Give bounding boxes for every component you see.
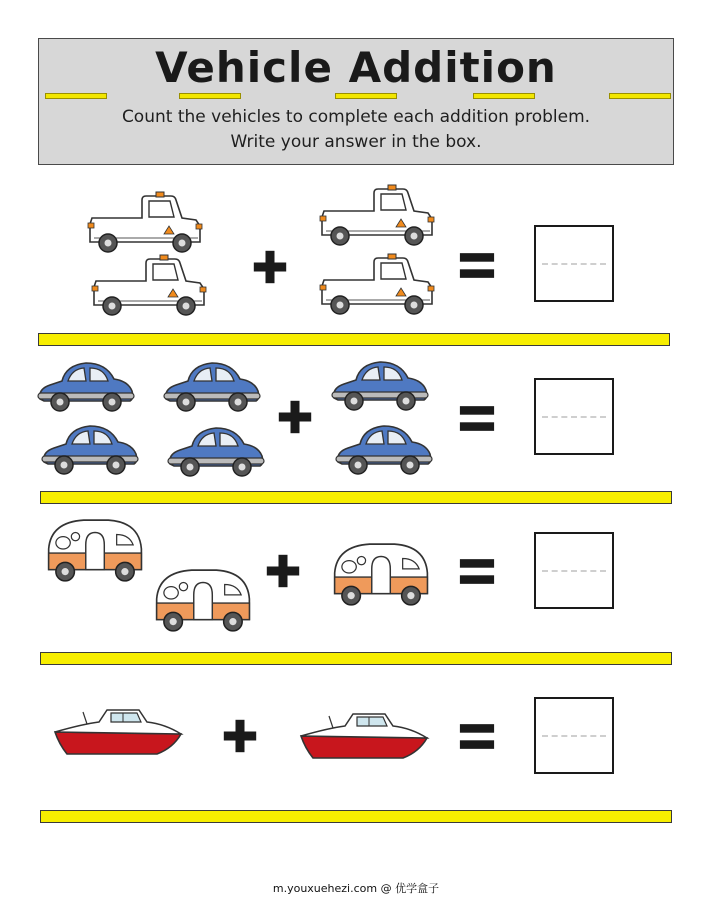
road-stripe — [40, 491, 672, 504]
equals-icon — [458, 251, 496, 280]
blue-car-icon — [330, 354, 430, 414]
pickup-truck-icon — [318, 183, 438, 247]
camper-trailer-icon — [328, 540, 432, 608]
header-panel — [38, 38, 674, 165]
instruction-line-2: Write your answer in the box. — [230, 132, 482, 152]
blue-car-icon — [162, 355, 262, 415]
page-title: Vehicle Addition — [155, 43, 557, 92]
camper-trailer-icon — [150, 566, 254, 634]
equals-icon — [458, 722, 496, 751]
pickup-truck-icon — [90, 253, 210, 317]
road-dash — [179, 93, 241, 99]
plus-icon — [277, 399, 313, 435]
blue-car-icon — [166, 420, 266, 480]
blue-car-icon — [334, 418, 434, 478]
blue-car-icon — [36, 355, 136, 415]
road-dash — [609, 93, 671, 99]
road-dash — [335, 93, 397, 99]
road-dash — [473, 93, 535, 99]
plus-icon — [265, 553, 301, 589]
answer-box[interactable] — [534, 225, 614, 302]
answer-box[interactable] — [534, 532, 614, 609]
pickup-truck-icon — [318, 252, 438, 316]
road-stripe — [40, 652, 672, 665]
plus-icon — [222, 718, 258, 754]
pickup-truck-icon — [86, 190, 206, 254]
boat-icon — [52, 704, 186, 760]
blue-car-icon — [40, 418, 140, 478]
answer-box[interactable] — [534, 697, 614, 774]
road-dash — [45, 93, 107, 99]
boat-icon — [298, 708, 432, 764]
road-stripe — [38, 333, 670, 346]
equals-icon — [458, 557, 496, 586]
road-stripe — [40, 810, 672, 823]
camper-trailer-icon — [42, 516, 146, 584]
plus-icon — [252, 249, 288, 285]
answer-box[interactable] — [534, 378, 614, 455]
footer-text: m.youxuehezi.com @ 优学盒子 — [272, 882, 440, 895]
equals-icon — [458, 404, 496, 433]
instruction-line-1: Count the vehicles to complete each addition problem. — [121, 107, 591, 127]
